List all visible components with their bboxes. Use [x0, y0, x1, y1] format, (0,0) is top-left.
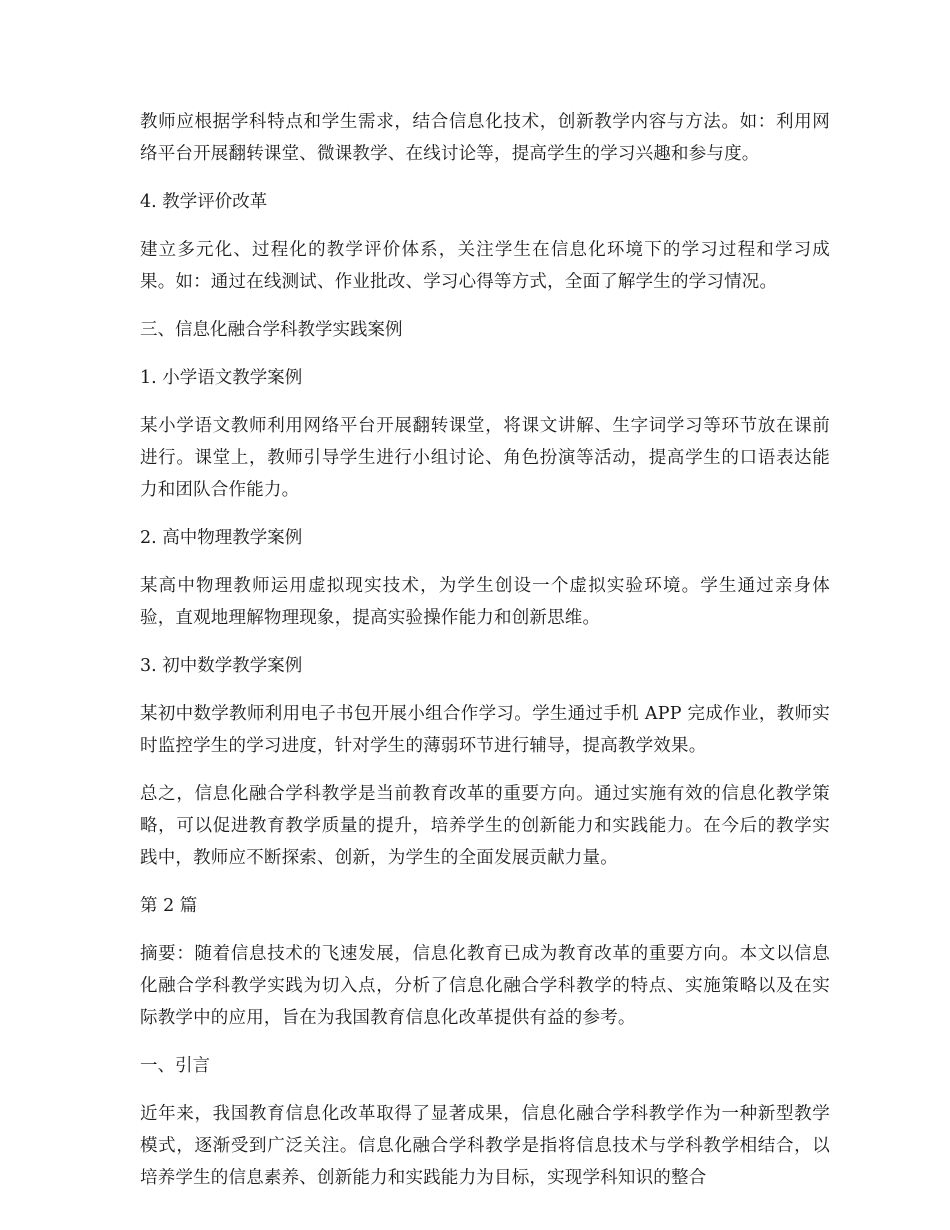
- heading-evaluation-reform: 4. 教学评价改革: [140, 192, 268, 212]
- paragraph-evaluation: 建立多元化、过程化的教学评价体系，关注学生在信息化环境下的学习过程和学习成果。如：通过在线测试、作业批改、学习心得等方式，全面了解学生的学习情况。: [140, 240, 830, 292]
- heading-high-school-physics: 2. 高中物理教学案例: [140, 528, 303, 548]
- paragraph-introduction: 近年来，我国教育信息化改革取得了显著成果，信息化融合学科教学作为一种新型教学模式，逐渐受到广泛关注。信息化融合学科教学是指将信息技术与学科教学相结合，以培养学生的信息素养、创新能力和实践能力为目标，实现学科知识的整合: [140, 1104, 830, 1188]
- paragraph-primary-chinese: 某小学语文教师利用网络平台开展翻转课堂，将课文讲解、生字词学习等环节放在课前进行。课堂上，教师引导学生进行小组讨论、角色扮演等活动，提高学生的口语表达能力和团队合作能力。: [140, 416, 830, 500]
- paragraph-middle-school-math: 某初中数学教师利用电子书包开展小组合作学习。学生通过手机 APP 完成作业，教师实时监控学生的学习进度，针对学生的薄弱环节进行辅导，提高教学效果。: [140, 704, 830, 756]
- heading-part-2: 第 2 篇: [140, 896, 198, 916]
- paragraph-teaching-content: 教师应根据学科特点和学生需求，结合信息化技术，创新教学内容与方法。如：利用网络平台开展翻转课堂、微课教学、在线讨论等，提高学生的学习兴趣和参与度。: [140, 112, 830, 164]
- paragraph-abstract: 摘要：随着信息技术的飞速发展，信息化教育已成为教育改革的重要方向。本文以信息化融合学科教学实践为切入点，分析了信息化融合学科教学的特点、实施策略以及在实际教学中的应用，旨在为我国教育信息化改革提供有益的参考。: [140, 944, 830, 1028]
- heading-introduction: 一、引言: [140, 1056, 210, 1076]
- heading-practice-cases: 三、信息化融合学科教学实践案例: [140, 320, 403, 340]
- heading-primary-chinese: 1. 小学语文教学案例: [140, 368, 303, 388]
- paragraph-conclusion: 总之，信息化融合学科教学是当前教育改革的重要方向。通过实施有效的信息化教学策略，可以促进教育教学质量的提升，培养学生的创新能力和实践能力。在今后的教学实践中，教师应不断探索、创新，为学生的全面发展贡献力量。: [140, 784, 830, 868]
- paragraph-high-school-physics: 某高中物理教师运用虚拟现实技术，为学生创设一个虚拟实验环境。学生通过亲身体验，直观地理解物理现象，提高实验操作能力和创新思维。: [140, 576, 830, 628]
- document-page: [140, 106, 830, 1194]
- heading-middle-school-math: 3. 初中数学教学案例: [140, 656, 303, 676]
